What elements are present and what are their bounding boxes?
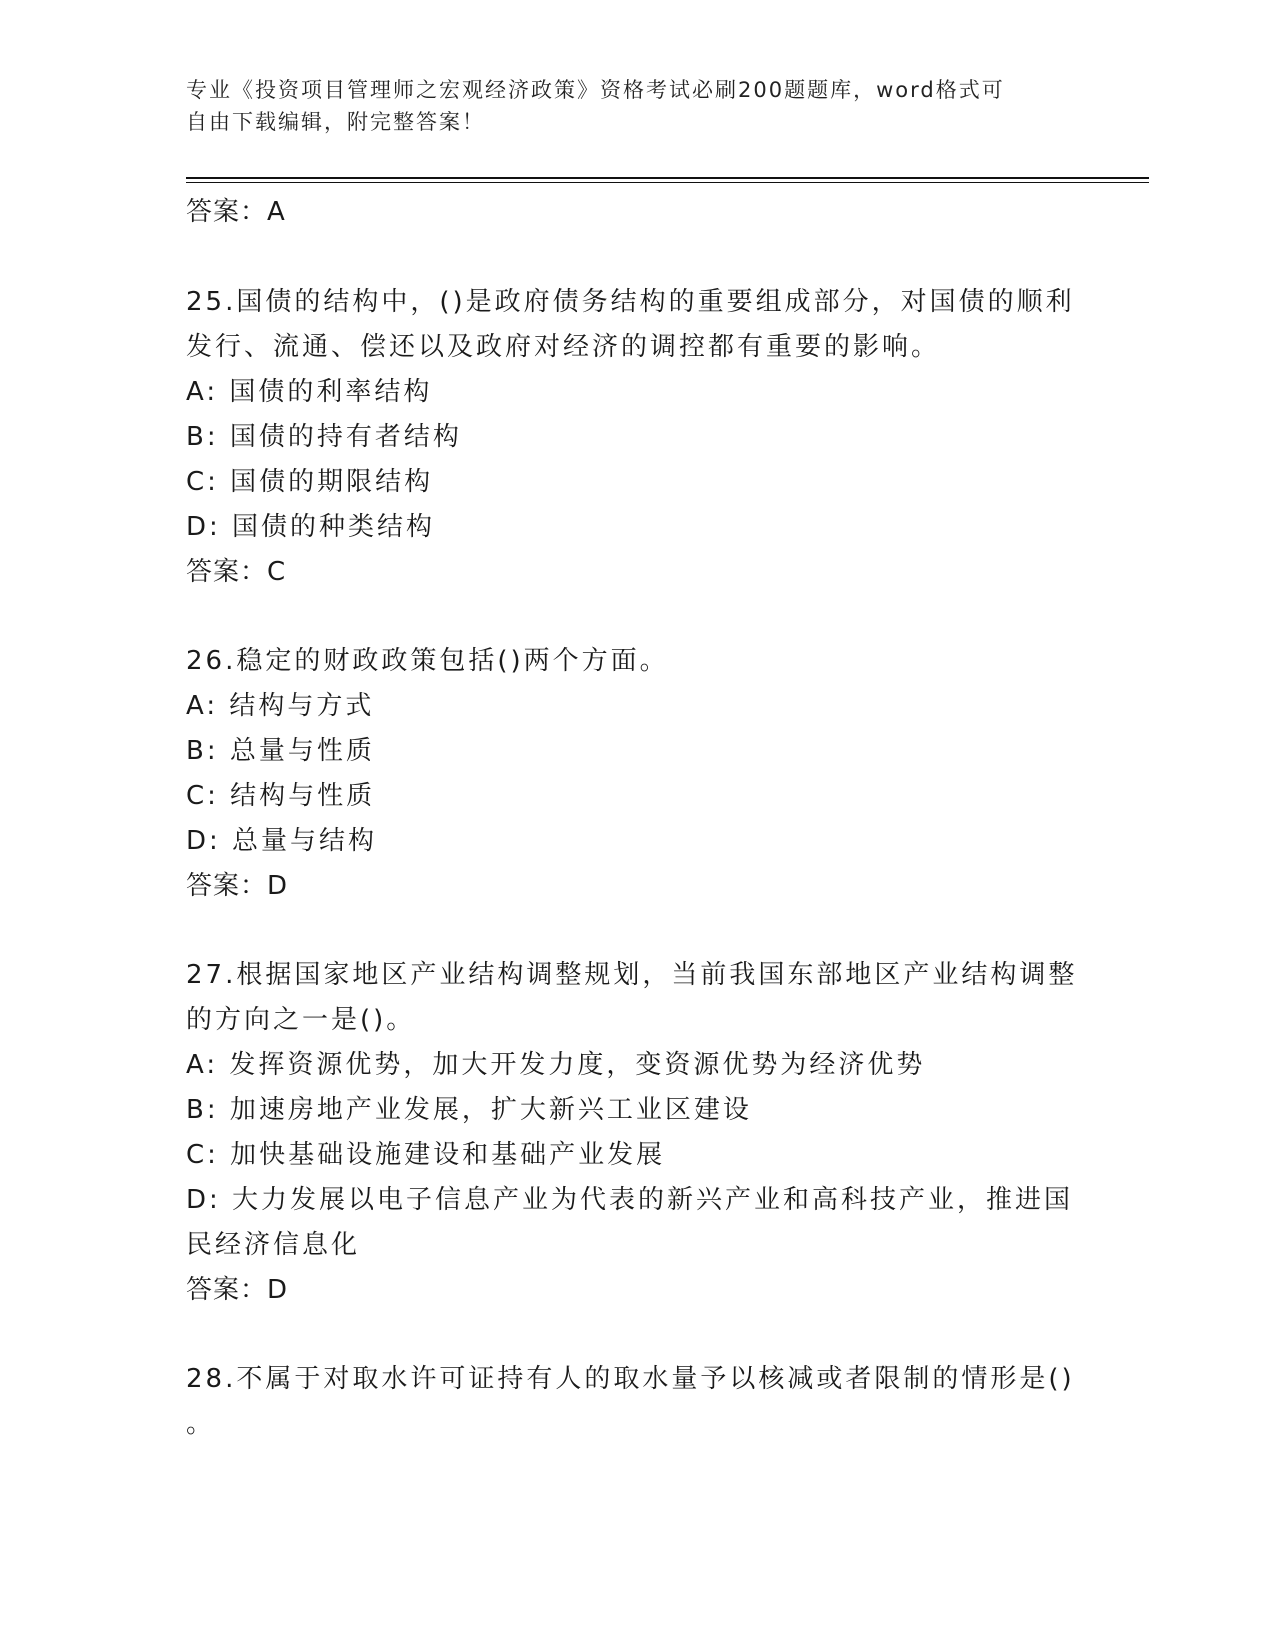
document-header (186, 74, 1066, 138)
question-27-option-c: C: 加快基础设施建设和基础产业发展 (186, 1140, 666, 1170)
question-27 (186, 953, 1086, 1313)
header-divider-thin (186, 182, 1149, 183)
question-28-text-line-2: 。 (186, 1409, 216, 1439)
question-26-text-line-1: 26.稳定的财政政策包括()两个方面。 (186, 646, 669, 676)
question-26-option-d: D: 总量与结构 (186, 826, 378, 856)
question-25-option-a: A: 国债的利率结构 (186, 377, 433, 407)
question-26-option-a: A: 结构与方式 (186, 691, 375, 721)
question-28-text-line-1: 28.不属于对取水许可证持有人的取水量予以核减或者限制的情形是() (186, 1364, 1075, 1394)
spacer (186, 235, 1086, 280)
question-list (186, 190, 1086, 1447)
question-25-option-c: C: 国债的期限结构 (186, 467, 434, 497)
question-27-option-b: B: 加速房地产业发展，扩大新兴工业区建设 (186, 1095, 752, 1125)
question-26-option-c: C: 结构与性质 (186, 781, 376, 811)
question-25-option-b: B: 国债的持有者结构 (186, 422, 462, 452)
question-27-option-d-line-2: 民经济信息化 (186, 1230, 361, 1260)
question-28 (186, 1357, 1086, 1447)
question-26-answer: 答案：D (186, 871, 289, 901)
question-25-answer: 答案：C (186, 557, 287, 587)
question-26 (186, 639, 1086, 909)
question-27-text-line-1: 27.根据国家地区产业结构调整规划，当前我国东部地区产业结构调整 (186, 960, 1078, 990)
question-27-option-d-line-1: D: 大力发展以电子信息产业为代表的新兴产业和高科技产业，推进国 (186, 1185, 1074, 1215)
question-27-option-a: A: 发挥资源优势，加大开发力度，变资源优势为经济优势 (186, 1050, 926, 1080)
answer-24: 答案：A (186, 197, 286, 227)
spacer (186, 1313, 1086, 1357)
question-27-answer: 答案：D (186, 1275, 289, 1305)
question-25-option-d: D: 国债的种类结构 (186, 512, 436, 542)
header-line-1: 专业《投资项目管理师之宏观经济政策》资格考试必刷200题题库，word格式可 (186, 78, 1005, 102)
question-25-text-line-2: 发行、流通、偿还以及政府对经济的调控都有重要的影响。 (186, 332, 941, 362)
question-27-text-line-2: 的方向之一是()。 (186, 1005, 416, 1035)
question-26-option-b: B: 总量与性质 (186, 736, 375, 766)
header-divider-thick (186, 177, 1149, 179)
spacer (186, 595, 1086, 639)
question-25-text-line-1: 25.国债的结构中，()是政府债务结构的重要组成部分，对国债的顺利 (186, 287, 1075, 317)
spacer (186, 909, 1086, 953)
header-line-2: 自由下载编辑，附完整答案！ (186, 110, 485, 134)
question-25 (186, 280, 1086, 595)
